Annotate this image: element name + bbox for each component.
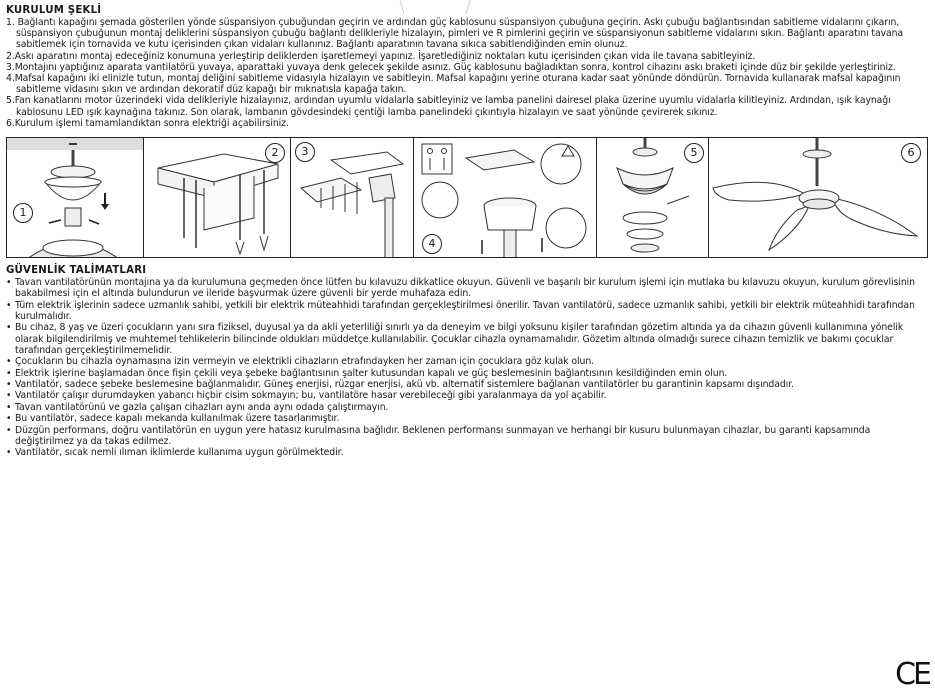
safety-item-text: Elektrik işlerine başlamadan önce fişin çekili veya şebeke bağlantısının şalter kutusundan kapalı ve güç beslemesinin bağlantısının kesildiğinden emin olun. [15, 367, 728, 379]
ce-mark: CE [895, 657, 929, 692]
safety-item-text: Düzgün performans, doğru vantilatörün en uygun yere hatasız kurulmasına bağlıdır. Beklenen performansı sunmayan ve herhangi bir kusuru bulunmayan cihazlar, bu garanti kapsamında değiştirilmez ya da takas edilmez. [15, 424, 871, 447]
bullet-icon: • [6, 379, 12, 391]
installation-step-4: 4.Mafsal kapağını iki elinizle tutun, montaj deliğini sabitleme vidasıyla hizalayın ve sabitleyin. Mafsal kapağını yerine oturana kadar saat yönünde döndürün. Tornavida kullanarak mafsal kapağının sabitleme vidasını sıkın ve ardından dekoratif düz kapağı bir mıknatısla kapağa takın. [6, 73, 901, 96]
figure-panel-1 [6, 137, 145, 258]
safety-item-text: Vantilatör, sıcak nemli ılıman iklimlerde kullanıma uygun görülmektedir. [15, 447, 344, 459]
safety-item-2 [6, 300, 928, 323]
figure-number-5: 5 [684, 143, 704, 163]
figure-number-3: 3 [295, 142, 315, 162]
safety-item-text: Bu cihaz, 8 yaş ve üzeri çocukların yanı sıra fiziksel, duyusal ya da akli yeterliliği sınırlı ya da deneyim ve bilgi yoksunu kişiler tarafından gözetim altında ya da cihazın güvenli kullanımına yönelik olarak bilgilendirilmiş ve muhtemel tehlikelerin bilincinde oldukları müddetçe kullanılabilir. Çocuklar cihazla oynamamalıdır. Gözetim altında olmadığı surece cihazın temizlik ve bakımı çocuklar tarafından gerçekleştirilmemelidir. [15, 322, 904, 357]
safety-item-11 [6, 447, 928, 458]
safety-section [6, 264, 928, 459]
figure-number-6: 6 [901, 143, 921, 163]
figure-panel-4 [413, 137, 598, 258]
figure-number-1: 1 [13, 203, 33, 223]
bullet-icon: • [6, 277, 12, 289]
bullet-icon: • [6, 356, 12, 368]
safety-item-1 [6, 277, 928, 300]
safety-item-text: Bu vantilatör, sadece kapalı mekanda kullanılmak üzere tasarlanmıştır. [15, 413, 340, 425]
safety-item-3 [6, 322, 928, 356]
safety-item-text: Çocukların bu cihazla oynamasına izin vermeyin ve elektrikli cihazların etrafındayken her zaman için çocuklara göz kulak olun. [15, 356, 595, 368]
safety-title: GÜVENLİK TALİMATLARI [6, 265, 147, 277]
installation-step-2: 2.Askı aparatını montaj edeceğiniz konumuna yerleştirip deliklerden işaretlemeyi yapınız. İşaretlediğiniz noktaları kutu içerisinden çıkan vida ile tavana sabitleyiniz. [6, 50, 756, 62]
bullet-icon: • [6, 299, 12, 311]
safety-item-4 [6, 356, 928, 367]
installation-title: KURULUM ŞEKLİ [6, 5, 102, 16]
finished-fan-illustration [709, 138, 928, 258]
bullet-icon: • [6, 413, 12, 425]
figure-panel-6 [708, 137, 928, 258]
safety-item-text: Tavan vantilatörünün montajına ya da kurulumuna geçmeden önce lütfen bu kılavuzu dikkatlice okuyun. Güvenli ve başarılı bir kurulum işlemi için mutlaka bu kılavuzu okuyun, kurulum görevlisinin bakabilmesi için el altında bulundurun ve ileride başvurmak üzere güvenli bir yerde muhafaza edin. [15, 277, 915, 300]
safety-item-text: Tüm elektrik işlerinin sadece uzmanlık sahibi, yetkili bir elektrik müteahhidi tarafından gerçekleştirilmesi önerilir. Tavan vantilatörü, sadece uzmanlık sahibi, yetkili bir elektrik müteahhidi tarafından kurulmalıdır. [15, 299, 915, 323]
bullet-icon: • [6, 390, 12, 402]
installation-step-3: 3.Montajını yaptığınız aparata vantilatörü yuvaya, aparattaki yuvaya denk gelecek şekilde asınız. Güç kablosunu bağladıktan sonra, kontrol cihazını askı braketi içinde düz bir şekilde yerleştiriniz. [6, 61, 896, 73]
bullet-icon: • [6, 424, 12, 436]
safety-item-8 [6, 402, 928, 413]
bullet-icon: • [6, 401, 12, 413]
figure-panel-5 [596, 137, 710, 258]
figure-number-4: 4 [422, 234, 442, 254]
safety-list [6, 277, 928, 459]
bullet-icon: • [6, 447, 12, 459]
figure-panel-3 [290, 137, 415, 258]
bullet-icon: • [6, 322, 12, 334]
safety-item-9 [6, 413, 928, 424]
safety-item-text: Vantilatör çalışır durumdayken yabancı hiçbir cisim sokmayın; bu, vantilatöre hasar verebileceği gibi yaralanmaya da yol açabilir. [15, 390, 607, 402]
safety-item-text: Tavan vantilatörünü ve gazla çalışan cihazları aynı anda aynı odada çalıştırmayın. [15, 401, 389, 413]
safety-item-6 [6, 379, 928, 390]
safety-item-10 [6, 425, 928, 448]
installation-step-6: 6.Kurulum işlemi tamamlandıktan sonra elektriği açabilirsiniz. [6, 117, 289, 129]
figure-panel-2 [143, 137, 292, 258]
bullet-icon: • [6, 367, 12, 379]
figure-number-2: 2 [265, 143, 285, 163]
safety-item-5 [6, 368, 928, 379]
safety-item-text: Vantilatör, sadece şebeke beslemesine bağlanmalıdır. Güneş enerjisi, rüzgar enerjisi, akü vb. alternatif sistemlere bağlanan vantilatörler bu garantinin kapsamı dışındadır. [15, 379, 794, 391]
ceiling-canopy-illustration [7, 138, 145, 258]
installation-step-5: 5.Fan kanatlarını motor üzerindeki vida delikleriyle hizalayınız, ardından uyumlu vidalarla sabitleyiniz ve lamba panelini dairesel plaka üzerine uyumlu vidalarla kilitleyiniz. Ardından, ışık kaynağı kablosunu LED ışık kaynağına takınız. Son olarak, lambanın gövdesindeki çentiği lamba panelindeki çıkıntıyla hizalayın ve saat yönünde çevirerek sıkınız. [6, 95, 891, 118]
installation-step-1: 1. Bağlantı kapağını şemada gösterilen yönde süspansiyon çubuğundan geçirin ve ardından güç kablosunu süspansiyon çubuğuna geçirin. Askı çubuğu bağlantısından sabitleme vidalarını çıkarın, süspansiyon çubuğunun montaj deliklerini süspansiyon çubuğu bağlantı delikleriyle hizalayın, pimleri ve R pimlerini geçirin ve süspansiyonun sabitleme vidalarını sıkın. Bağlantı aparatını tavana sabitlemek için tornavida ve kutu içerisinden çıkan vidaları kullanınız. Bağlantı aparatının tavana sıkıca sabitlendiğinden emin olunuz. [6, 17, 904, 51]
document-page [6, 4, 928, 459]
installation-figures [6, 137, 928, 258]
installation-steps [6, 17, 928, 129]
safety-item-7 [6, 390, 928, 401]
canopy-cover-illustration [414, 138, 598, 258]
